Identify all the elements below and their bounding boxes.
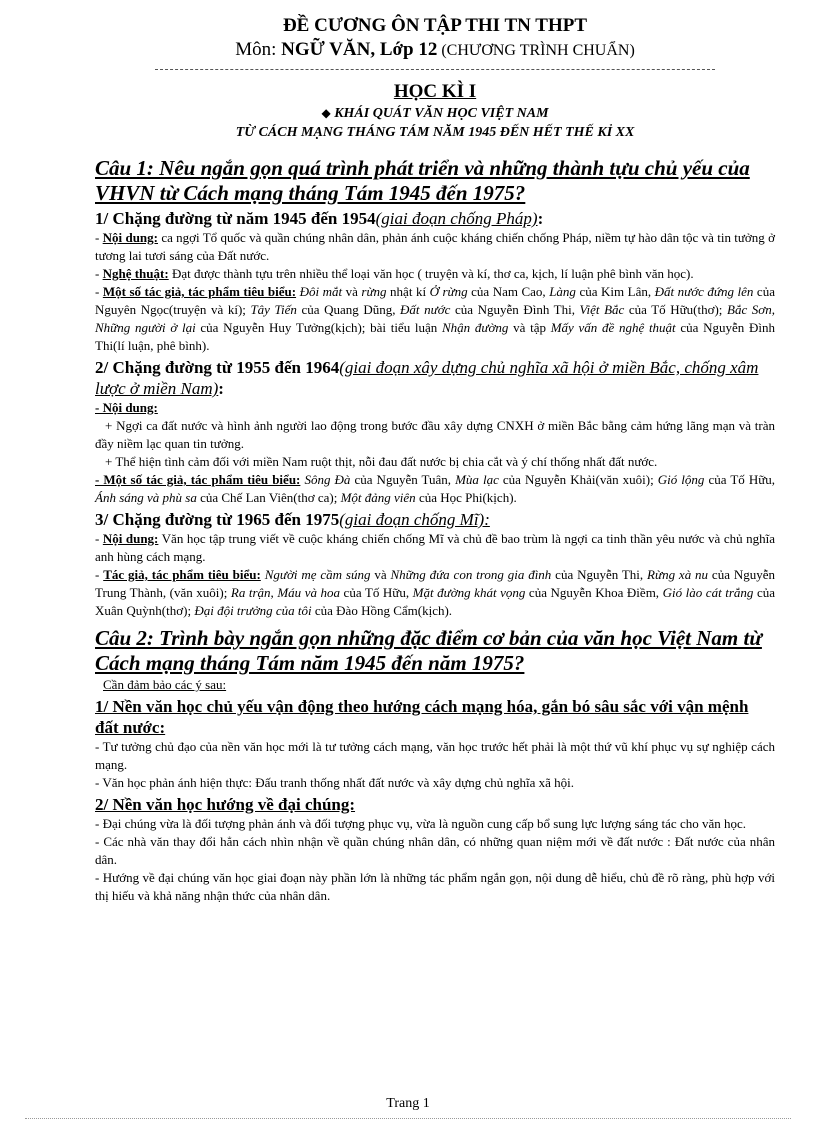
q1-s3-works: - Tác giả, tác phẩm tiêu biểu: Người mẹ cầm súng và Những đứa con trong gia đình của Nguyễn Thi, Rừng xà nu của Nguyễn Trung Thành, (văn xuôi); Ra trận, Máu và hoa của Tố Hữu, Mặt đường khát vọng của Nguyễn Khoa Điềm, Gió lào cát trắng của Xuân Quỳnh(thơ); Đại đội trưởng của tôi của Đào Hồng Cẩm(kịch).: [95, 567, 775, 618]
subject-line: Môn: NGỮ VĂN, Lớp 12 (CHƯƠNG TRÌNH CHUẨN): [235, 39, 635, 60]
q2-section-2-heading: 2/ Nền văn học hướng về đại chúng:: [95, 795, 356, 814]
document-title: ĐỀ CƯƠNG ÔN TẬP THI TN THPT: [282, 15, 588, 36]
q2-s1-p1: - Tư tưởng chủ đạo của nền văn học mới là tư tưởng cách mạng, văn học trước hết phải là một thứ vũ khí phục vụ sự nghiệp cách mạng.: [95, 739, 775, 772]
q1-section-1-heading: 1/ Chặng đường từ năm 1945 đến 1954(giai đoạn chống Pháp):: [95, 209, 544, 228]
q1-s2-bullet-1: + Ngợi ca đất nước và hình ảnh người lao động trong bước đầu xây dựng CNXH ở miền Bắc bằng cảm hứng lãng mạn và tràn đầy niềm lạc quan tin tưởng.: [95, 418, 775, 451]
q2-s2-p2: - Các nhà văn thay đổi hẳn cách nhìn nhận về quần chúng nhân dân, có những quan niệm mới về đất nước : Đất nước của nhân dân.: [95, 834, 775, 867]
page-number: Trang 1: [386, 1096, 430, 1111]
q2-s2-p3: - Hướng về đại chúng văn học giai đoạn này phần lớn là những tác phẩm ngắn gọn, nội dung dễ hiểu, chủ đề rõ ràng, phù hợp với thị hiếu và khả năng nhận thức của nhân dân.: [95, 870, 775, 903]
question-1-title: Câu 1: Nêu ngắn gọn quá trình phát triển và những thành tựu chủ yếu của VHVN từ Cách mạng tháng Tám 1945 đến 1975?: [95, 156, 750, 205]
subject-name: NGỮ VĂN, Lớp 12: [281, 39, 438, 60]
q1-s2-works: - Một số tác giả, tác phẩm tiêu biểu: Sông Đà của Nguyễn Tuân, Mùa lạc của Nguyễn Khải(văn xuôi); Gió lộng của Tố Hữu, Ánh sáng và phù sa của Chế Lan Viên(thơ ca); Một đảng viên của Học Phi(kịch).: [95, 472, 776, 505]
q1-s3-content: - Nội dung: Văn học tập trung viết về cuộc kháng chiến chống Mĩ và chủ đề bao trùm là ngợi ca tinh thần yêu nước và chủ nghĩa anh hùng cách mạng.: [95, 531, 775, 564]
q1-s1-works: - Một số tác giả, tác phẩm tiêu biểu: Đôi mắt và rừng nhật kí Ở rừng của Nam Cao, Làng của Kim Lân, Đất nước đứng lên của Nguyên Ngọc(truyện và kí); Tây Tiến của Quang Dũng, Đất nước của Nguyễn Đình Thi, Việt Bắc của Tố Hữu(thơ); Bắc Sơn, Những người ở lại của Nguyễn Huy Tưởng(kịch); bài tiểu luận Nhận đường và tập Mấy vấn đề nghệ thuật của Nguyễn Đình Thi(lí luận, phê bình).: [95, 284, 775, 353]
footer-divider: [25, 1118, 791, 1119]
document-page: [95, 14, 775, 905]
q1-s1-content: - Nội dung: ca ngợi Tổ quốc và quần chúng nhân dân, phản ánh cuộc kháng chiến chống Pháp, niềm tự hào dân tộc và tin tưởng ở tương lai tươi sáng của Đất nước.: [95, 230, 775, 263]
q1-section-2-heading: 2/ Chặng đường từ 1955 đến 1964(giai đoạn xây dựng chủ nghĩa xã hội ở miền Bắc, chống xâm lược ở miền Nam):: [95, 358, 759, 398]
q1-s2-bullet-2: + Thể hiện tình cảm đối với miền Nam ruột thịt, nỗi đau đất nước bị chia cắt và ý chí thống nhất đất nước.: [105, 454, 658, 469]
q2-s2-p1: - Đại chúng vừa là đối tượng phản ánh và đối tượng phục vụ, vừa là nguồn cung cấp bổ sung lực lượng sáng tác cho văn học.: [95, 816, 747, 831]
diamond-icon: ◆: [321, 106, 331, 120]
q2-section-1-heading: 1/ Nền văn học chủ yếu vận động theo hướng cách mạng hóa, gắn bó sâu sắc với vận mệnh đất nước:: [95, 697, 749, 737]
q1-s2-content-label: - Nội dung:: [95, 400, 158, 415]
question-2-title: Câu 2: Trình bày ngắn gọn những đặc điểm cơ bản của văn học Việt Nam từ Cách mạng tháng Tám năm 1945 đến năm 1975?: [95, 626, 762, 675]
topic-heading: ◆ KHÁI QUÁT VĂN HỌC VIỆT NAM TỪ CÁCH MẠNG THÁNG TÁM NĂM 1945 ĐẾN HẾT THẾ KỈ XX: [235, 106, 635, 140]
header-divider: [155, 69, 715, 70]
subject-note: (CHƯƠNG TRÌNH CHUẨN): [437, 42, 635, 59]
q1-s1-art: - Nghệ thuật: Đạt được thành tựu trên nhiều thể loại văn học ( truyện và kí, thơ ca, kịch, lí luận phê bình văn học).: [95, 266, 694, 281]
term-heading: HỌC KÌ I: [393, 81, 477, 102]
q2-s1-p2: - Văn học phản ánh hiện thực: Đấu tranh thống nhất đất nước và xây dựng chủ nghĩa xã hội.: [95, 775, 575, 790]
q1-section-3-heading: 3/ Chặng đường từ 1965 đến 1975(giai đoạn chống Mĩ):: [95, 510, 490, 529]
q2-intro: Cần đảm bảo các ý sau:: [103, 677, 227, 692]
